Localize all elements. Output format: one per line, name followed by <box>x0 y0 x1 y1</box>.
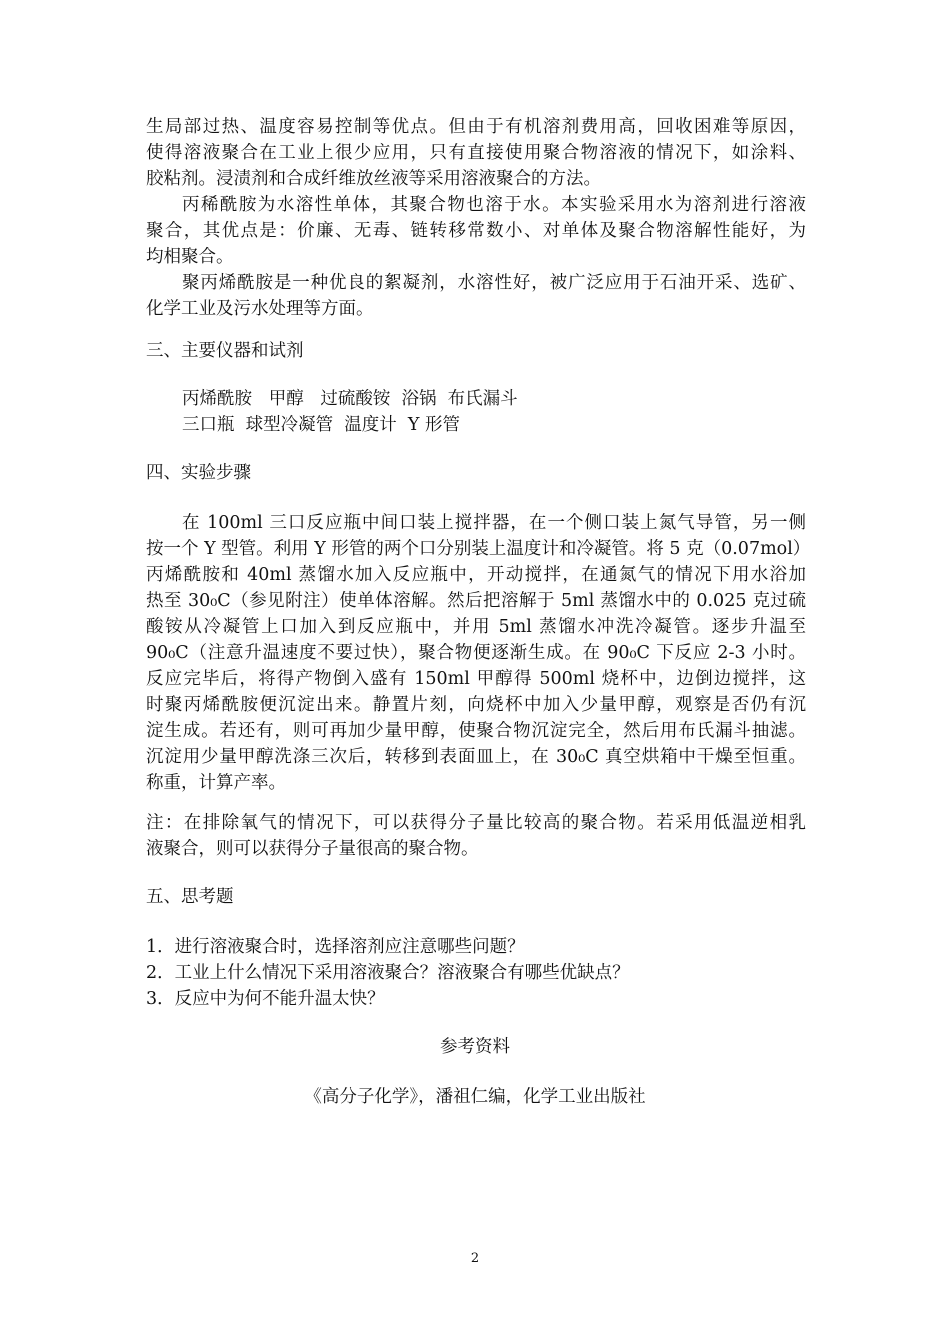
text-line: 聚丙烯酰胺是一种优良的絮凝剂，水溶性好，被广泛应用于石油开采、选矿、 <box>182 273 806 293</box>
text-line: 在 100ml 三口反应瓶中间口装上搅拌器，在一个侧口装上氮气导管，另一侧 <box>182 513 806 533</box>
list-item: 1．进行溶液聚合时，选择溶剂应注意哪些问题？ <box>146 937 525 957</box>
text-line: 沉淀用少量甲醇洗涤三次后，转移到表面皿上，在 30₀C 真空烘箱中干燥至恒重。 <box>146 747 806 767</box>
text-line: 热至 30₀C（参见附注）使单体溶解。然后把溶解于 5ml 蒸馏水中的 0.025 克过硫 <box>146 591 806 611</box>
text-line: 称重，计算产率。 <box>146 773 286 793</box>
page-number: 2 <box>470 1251 480 1266</box>
procedure-paragraph <box>146 510 811 796</box>
list-item: 3．反应中为何不能升温太快？ <box>146 989 385 1009</box>
text-line: 按一个 Y 型管。利用 Y 形管的两个口分别装上温度计和冷凝管。将 5 克（0.07mol） <box>146 539 811 559</box>
equipment-line: 丙烯酰胺 甲醇 过硫酸铵 浴锅 布氏漏斗 <box>182 389 518 409</box>
section-heading <box>146 338 806 364</box>
reference-item: 《高分子化学》，潘祖仁编，化学工业出版社 <box>304 1087 646 1107</box>
intro-paragraphs <box>146 114 806 322</box>
section-heading <box>146 884 806 910</box>
text-line: 注：在排除氧气的情况下，可以获得分子量比较高的聚合物。若采用低温逆相乳 <box>146 813 806 833</box>
question-list <box>146 934 806 1012</box>
text-line: 酸铵从冷凝管上口加入到反应瓶中，并用 5ml 蒸馏水冲洗冷凝管。逐步升温至 <box>146 617 806 637</box>
section-4-heading: 四、实验步骤 <box>146 463 251 483</box>
references-heading: 参考资料 <box>440 1037 510 1057</box>
text-line: 使得溶液聚合在工业上很少应用，只有直接使用聚合物溶液的情况下，如涂料、 <box>146 143 806 163</box>
section-heading <box>146 460 806 486</box>
text-line: 丙烯酰胺和 40ml 蒸馏水加入反应瓶中，开动搅拌，在通氮气的情况下用水浴加 <box>146 565 806 585</box>
section-3-heading: 三、主要仪器和试剂 <box>146 341 304 361</box>
section-5-heading: 五、思考题 <box>146 887 234 907</box>
list-item: 2．工业上什么情况下采用溶液聚合？溶液聚合有哪些优缺点？ <box>146 963 630 983</box>
text-line: 反应完毕后，将得产物倒入盛有 150ml 甲醇得 500ml 烧杯中，边倒边搅拌，这 <box>146 669 806 689</box>
text-line: 丙稀酰胺为水溶性单体，其聚合物也溶于水。本实验采用水为溶剂进行溶液 <box>182 195 806 215</box>
text-line: 均相聚合。 <box>146 247 234 267</box>
text-line: 胶粘剂。浸渍剂和合成纤维放丝液等采用溶液聚合的方法。 <box>146 169 601 189</box>
note-paragraph <box>146 810 806 862</box>
text-line: 生局部过热、温度容易控制等优点。但由于有机溶剂费用高，回收困难等原因， <box>146 117 806 137</box>
text-line: 90₀C（注意升温速度不要过快），聚合物便逐渐生成。在 90₀C 下反应 2-3 小时。 <box>146 643 806 663</box>
text-line: 时聚丙烯酰胺便沉淀出来。静置片刻，向烧杯中加入少量甲醇，观察是否仍有沉 <box>146 695 806 715</box>
equipment-list <box>146 386 806 438</box>
text-line: 淀生成。若还有，则可再加少量甲醇，使聚合物沉淀完全，然后用布氏漏斗抽滤。 <box>146 721 806 741</box>
text-line: 聚合，其优点是：价廉、无毒、链转移常数小、对单体及聚合物溶解性能好，为 <box>146 221 806 241</box>
text-line: 液聚合，则可以获得分子量很高的聚合物。 <box>146 839 479 859</box>
equipment-line: 三口瓶 球型冷凝管 温度计 Y 形管 <box>182 415 460 435</box>
text-line: 化学工业及污水处理等方面。 <box>146 299 374 319</box>
